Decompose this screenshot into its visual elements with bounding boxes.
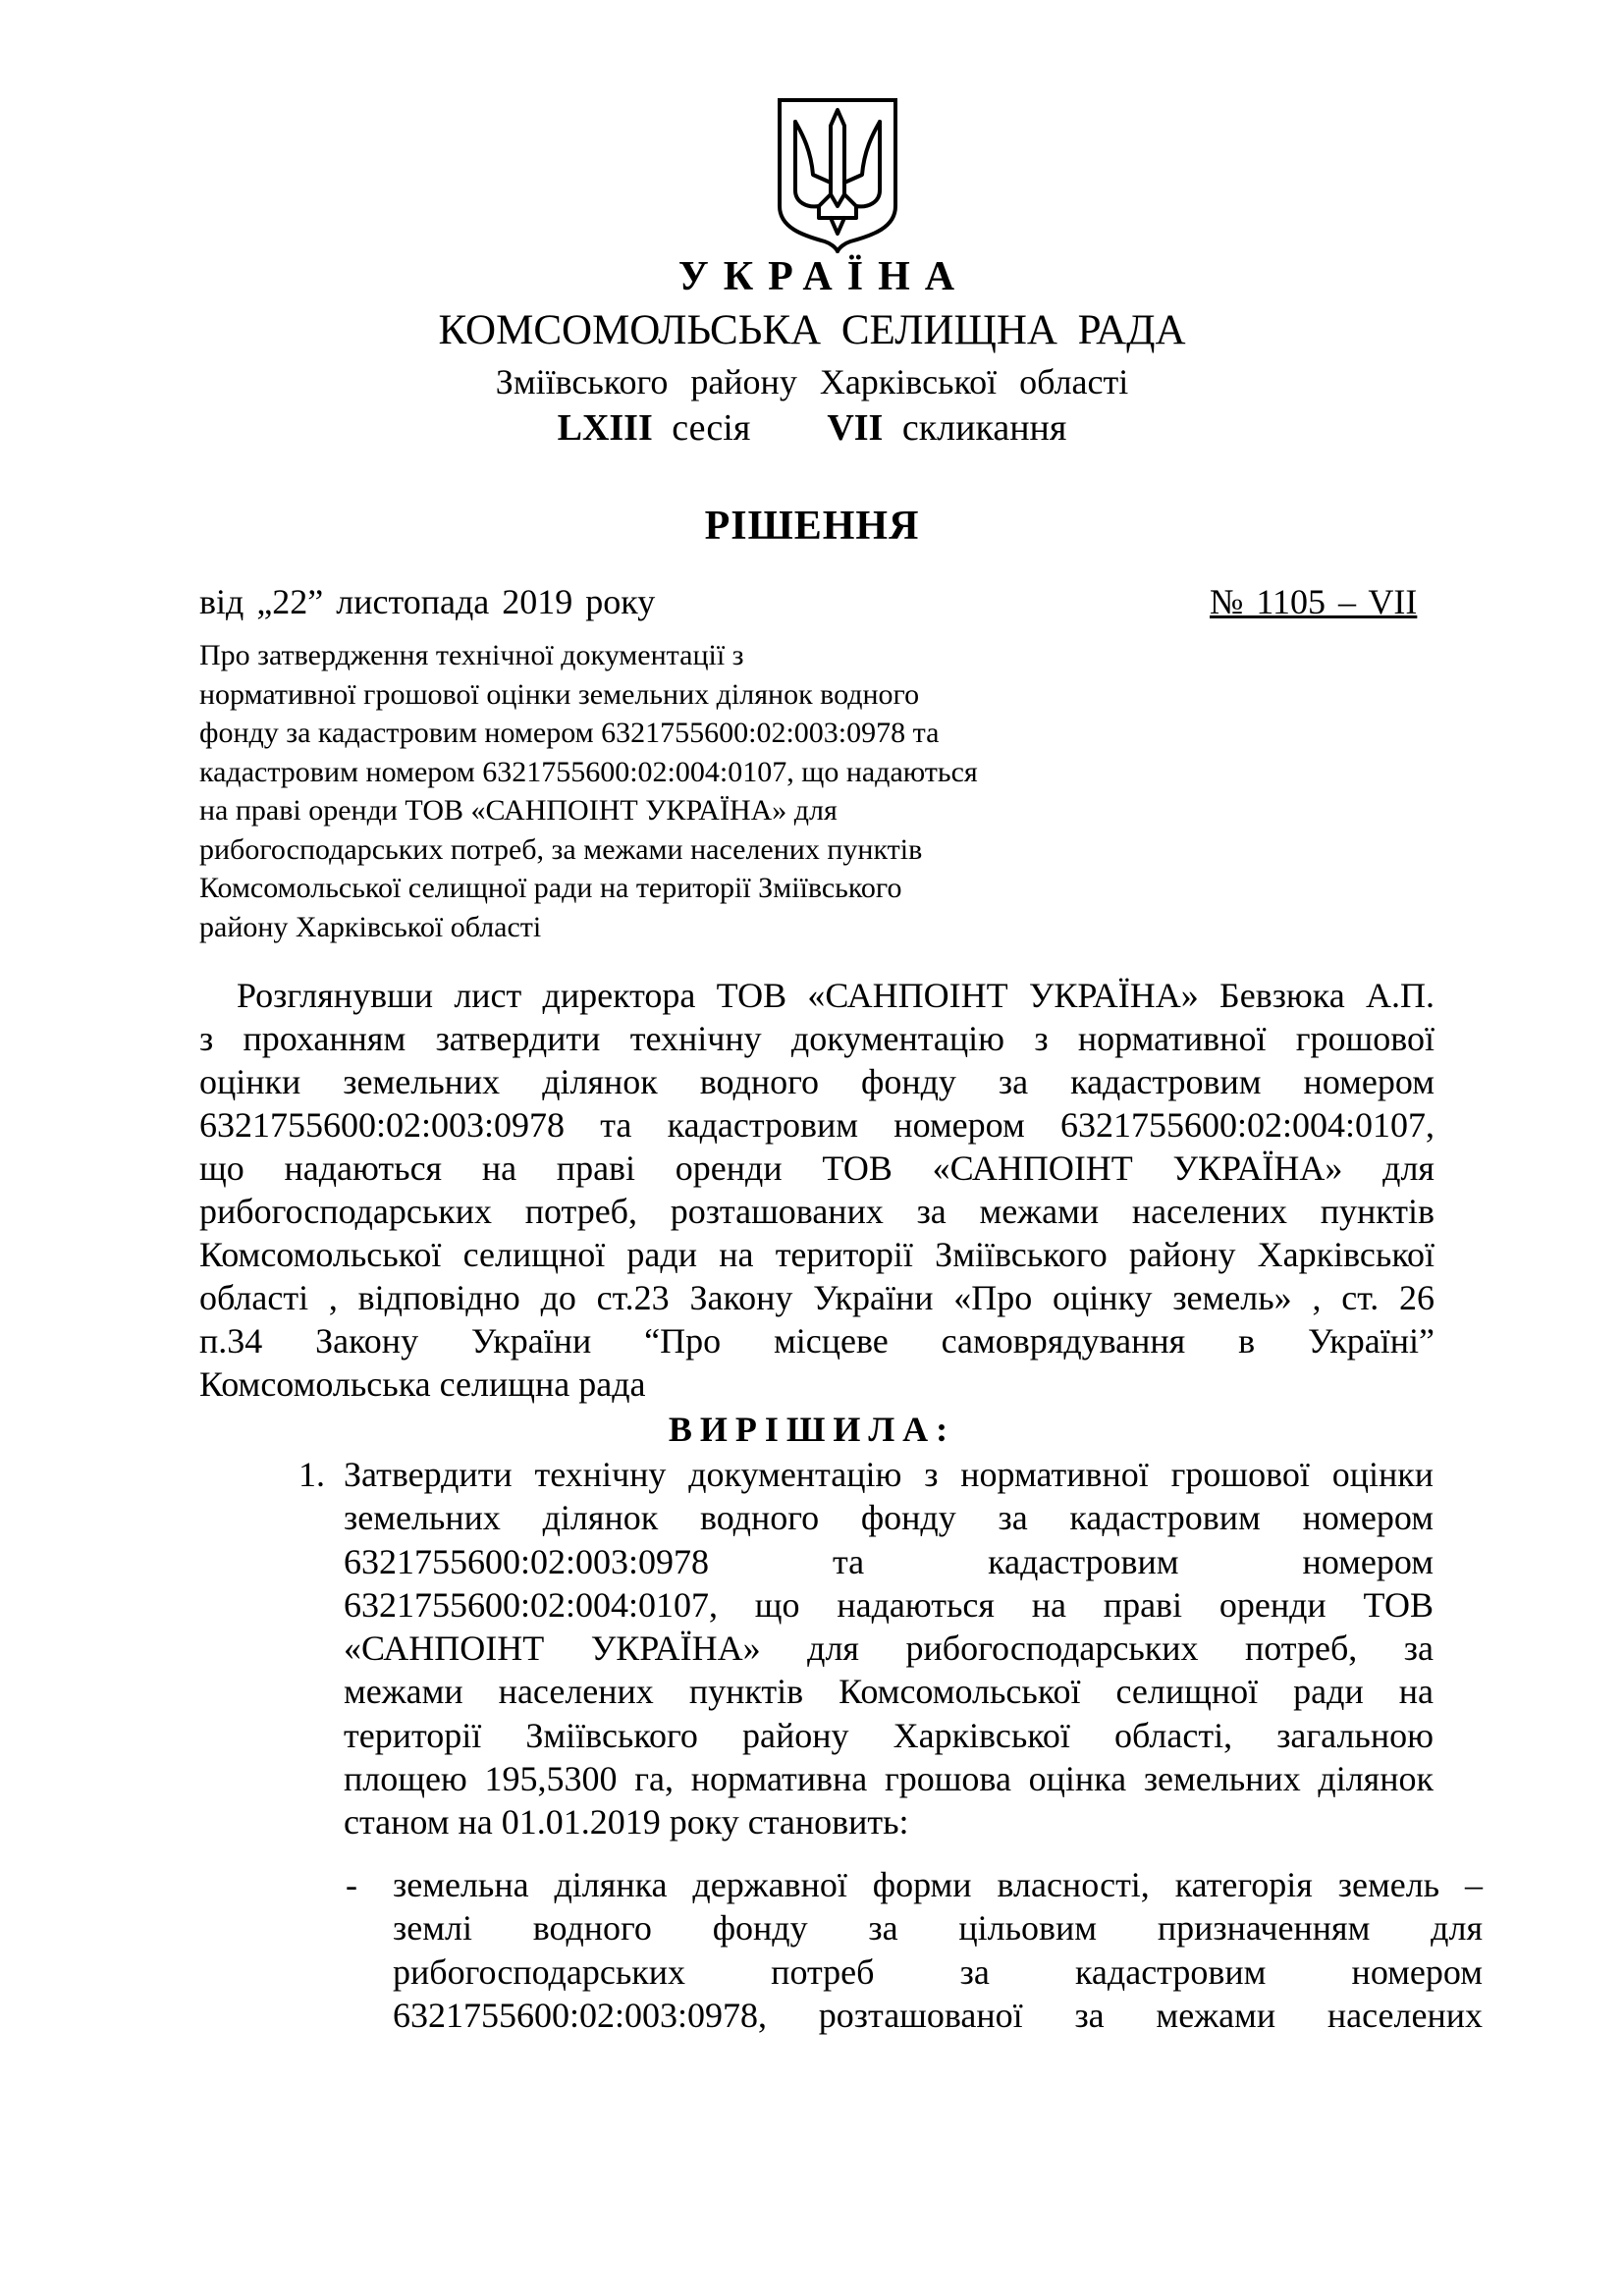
trident-emblem-icon [774,96,901,253]
decision-date: від „22” листопада 2019 року [199,582,656,621]
item-number: 1. [298,1455,325,1494]
preamble-line: п.34 Закону України “Про місцеве самоврядування в Україні” [199,1321,1435,1361]
decision-subject [199,636,1103,946]
district-region: Зміївського району Харківської області [495,362,1129,401]
resolution-item-1 [298,1453,1434,1844]
item-line: території Зміївського району Харківської області, загальною [344,1715,1434,1755]
convocation-label: скликання [901,407,1067,449]
subject-line: фонду за кадастровим номером 6321755600:02:003:0978 та [199,717,940,749]
preamble-line: Комсомольська селищна рада [199,1364,646,1404]
resolved-heading: ВИРІШИЛА: [668,1410,956,1449]
subject-line: нормативної грошової оцінки земельних ділянок водного [199,677,920,711]
session-line [0,406,1624,450]
preamble-line: Комсомольської селищної ради на території Зміївського району Харківської [199,1235,1435,1274]
item-line: площею 195,5300 га, нормативна грошова оцінка земельних ділянок [344,1759,1434,1799]
list-bullet: - [346,1865,357,1904]
item-line: станом на 01.01.2019 року становить: [344,1802,909,1842]
preamble-paragraph [199,974,1435,1406]
decision-number: № 1105 – VII [1210,582,1418,621]
preamble-line: рибогосподарських потреб, розташованих за межами населених пунктів [199,1192,1435,1231]
subitem-line: земельна ділянка державної форми власності, категорія земель – [393,1865,1483,1904]
council-name: КОМСОМОЛЬСЬКА СЕЛИЩНА РАДА [438,307,1186,353]
item-line: «САНПОІНТ УКРАЇНА» для рибогосподарських потреб, за [344,1629,1434,1669]
preamble-line: оцінки земельних ділянок водного фонду за кадастровим номером [199,1062,1435,1101]
preamble-line: з проханням затвердити технічну документацію з нормативної грошової [199,1019,1435,1058]
item-line: 6321755600:02:003:0978 та кадастровим номером [344,1541,1434,1581]
country-name: УКРАЇНА [677,254,970,299]
subject-line: району Харківської області [199,910,542,943]
item-line: Затвердити технічну документацію з нормативної грошової оцінки [344,1455,1434,1494]
preamble-line: області , відповідно до ст.23 Закону України «Про оцінку земель» , ст. 26 [199,1278,1435,1317]
item-line: земельних ділянок водного фонду за кадастровим номером [344,1498,1434,1538]
subitem-line: землі водного фонду за цільовим призначенням для [393,1908,1483,1949]
preamble-line: що надаються на праві оренди ТОВ «САНПОІНТ УКРАЇНА» для [199,1148,1435,1188]
subitem-line: рибогосподарських потреб за кадастровим номером [393,1951,1483,1992]
item-line: 6321755600:02:004:0107, що надаються на праві оренди ТОВ [344,1584,1434,1625]
subject-line: рибогосподарських потреб, за межами населених пунктів [199,832,923,866]
subject-line: Комсомольської селищної ради на території Зміївського [199,872,902,904]
session-label: сесія [672,407,751,449]
convocation-number: VII [827,407,884,449]
resolution-subitem [346,1863,1483,2037]
subitem-line: 6321755600:02:003:0978, розташованої за межами населених [393,1995,1483,2035]
session-number: LXIII [557,407,653,449]
preamble-line: Розглянувши лист директора ТОВ «САНПОІНТ УКРАЇНА» Бевзюка А.П. [237,976,1435,1015]
subject-line: Про затвердження технічної документації з [199,639,744,671]
document-title: РІШЕННЯ [704,504,920,549]
subject-line: на праві оренди ТОВ «САНПОІНТ УКРАЇНА» для [199,794,838,827]
item-line: межами населених пунктів Комсомольської селищної ради на [344,1672,1434,1712]
subject-line: кадастровим номером 6321755600:02:004:0107, що надаються [199,755,978,788]
preamble-line: 6321755600:02:003:0978 та кадастровим номером 6321755600:02:004:0107, [199,1105,1435,1145]
